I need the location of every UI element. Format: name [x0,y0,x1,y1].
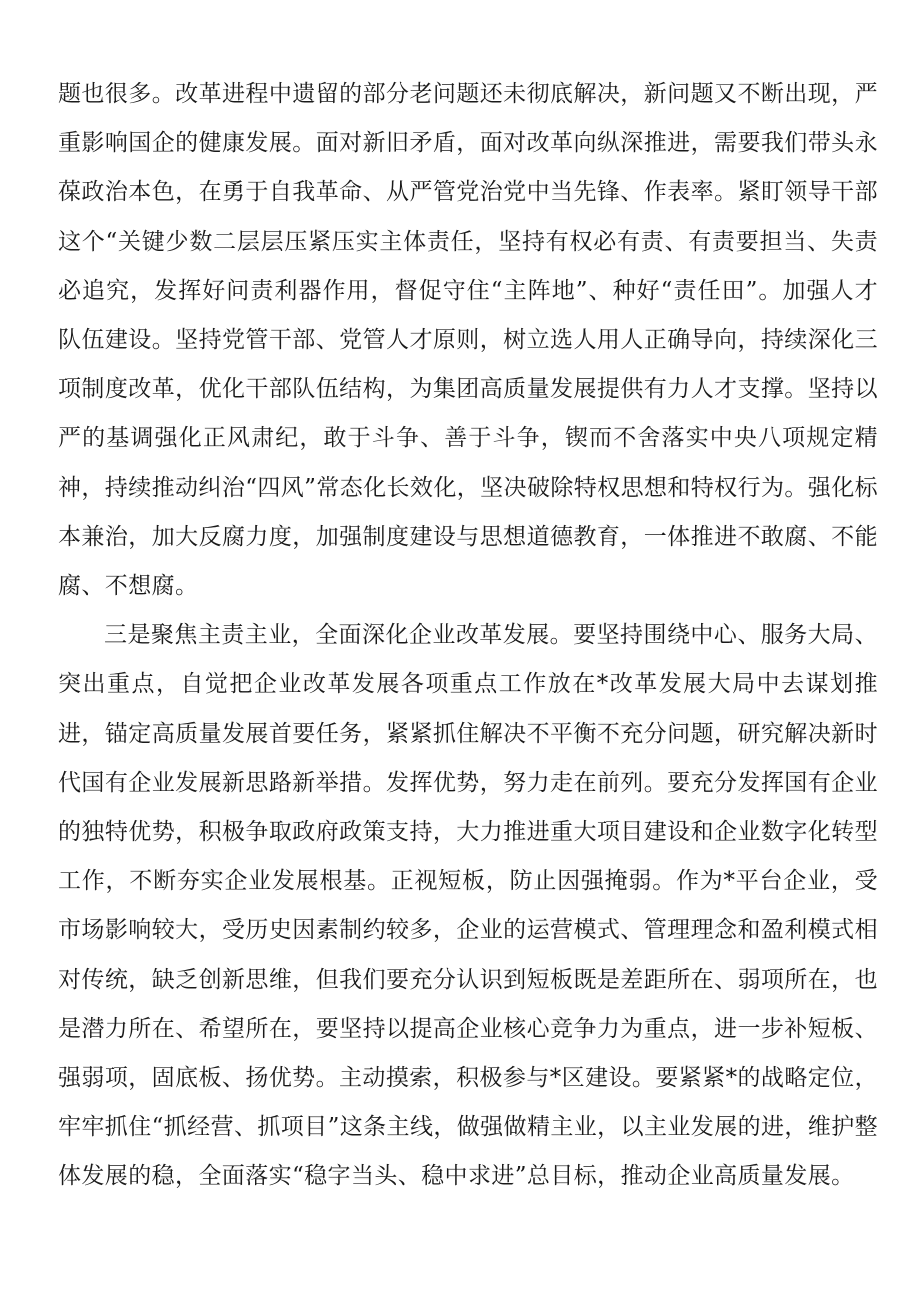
paragraph-2: 三是聚焦主责主业，全面深化企业改革发展。要坚持围绕中心、服务大局、突出重点，自觉把企业改革发展各项重点工作放在*改革发展大局中去谋划推进，锚定高质量发展首要任务，紧紧抓住解决不平衡不充分问题，研究解决新时代国有企业发展新思路新举措。发挥优势，努力走在前列。要充分发挥国有企业的独特优势，积极争取政府政策支持，大力推进重大项目建设和企业数字化转型工作，不断夯实企业发展根基。正视短板，防止因强掩弱。作为*平台企业，受市场影响较大，受历史因素制约较多，企业的运营模式、管理理念和盈利模式相对传统，缺乏创新思维，但我们要充分认识到短板既是差距所在、弱项所在，也是潜力所在、希望所在，要坚持以提高企业核心竞争力为重点，进一步补短板、强弱项，固底板、扬优势。主动摸索，积极参与*区建设。要紧紧*的战略定位，牢牢抓住“抓经营、抓项目”这条主线，做强做精主业，以主业发展的进，维护整体发展的稳，全面落实“稳字当头、稳中求进”总目标，推动企业高质量发展。 [58,622,878,1190]
paragraph-1: 题也很多。改革进程中遗留的部分老问题还未彻底解决，新问题又不断出现，严重影响国企的健康发展。面对新旧矛盾，面对改革向纵深推进，需要我们带头永葆政治本色，在勇于自我革命、从严管党治党中当先锋、作表率。紧盯领导干部这个“关键少数二层层压紧压实主体责任，坚持有权必有责、有责要担当、失责必追究，发挥好问责利器作用，督促守住“主阵地”、种好“责任田”。加强人才队伍建设。坚持党管干部、党管人才原则，树立选人用人正确导向，持续深化三项制度改革，优化干部队伍结构，为集团高质量发展提供有力人才支撑。坚持以严的基调强化正风肃纪，敢于斗争、善于斗争，锲而不舍落实中央八项规定精神，持续推动纠治“四风”常态化长效化，坚决破除特权思想和特权行为。强化标本兼治，加大反腐力度，加强制度建设与思想道德教育，一体推进不敢腐、不能腐、不想腐。 [58,81,878,600]
document-body [58,70,878,1202]
